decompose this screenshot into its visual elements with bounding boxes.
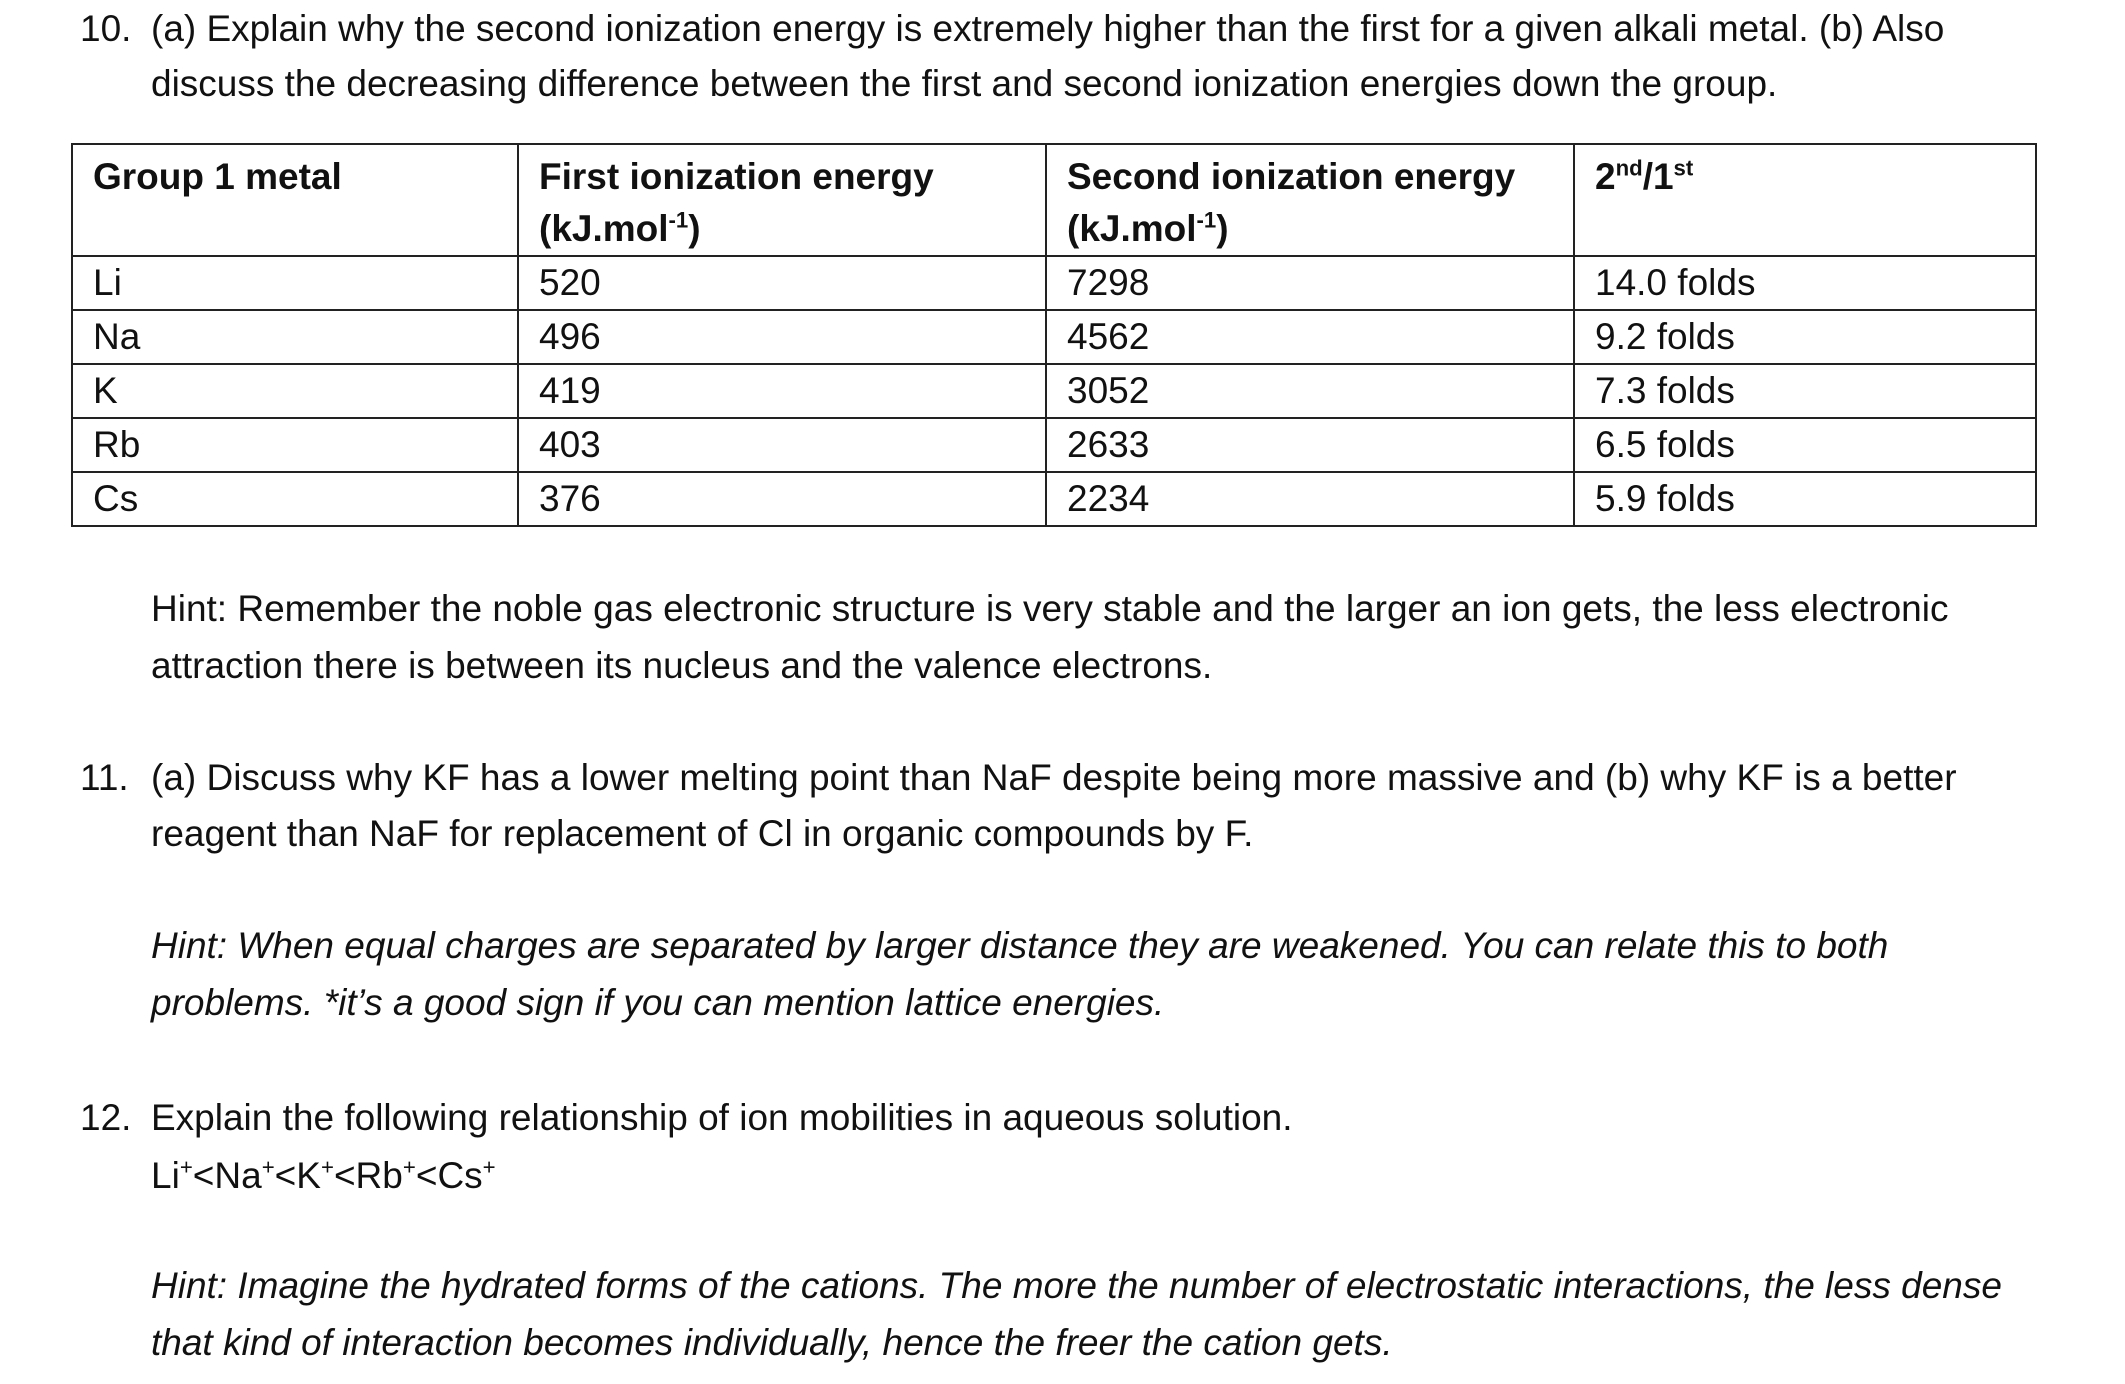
less-than-sign: <: [274, 1155, 297, 1196]
header-first-ionization-energy: [518, 144, 1046, 256]
header-second-ionization-energy: [1046, 144, 1574, 256]
ionization-energy-table: [71, 143, 2037, 527]
cell-first: 403: [518, 418, 1046, 472]
table-row: [72, 472, 2036, 526]
cell-metal: Rb: [72, 418, 518, 472]
ion-symbol: Cs: [437, 1155, 483, 1196]
hint-line-2: attraction there is between its nucleus and the valence electrons.: [151, 645, 1213, 686]
less-than-sign: <: [333, 1155, 356, 1196]
hint-12: [151, 1257, 2002, 1371]
cell-second: 3052: [1046, 364, 1574, 418]
ion-charge: +: [320, 1154, 334, 1180]
hint-10: [151, 580, 1948, 694]
cell-ratio: 5.9 folds: [1574, 472, 2036, 526]
question-text-line-1: (a) Explain why the second ionization energy is extremely higher than the first for a given alkali metal. (b) Also: [151, 8, 1945, 49]
ion-charge: +: [179, 1154, 193, 1180]
question-text-line-1: (a) Discuss why KF has a lower melting point than NaF despite being more massive and (b) why KF is a better: [151, 757, 1957, 798]
ion-symbol: Li: [151, 1155, 180, 1196]
ion-charge: +: [482, 1154, 496, 1180]
cell-metal: Cs: [72, 472, 518, 526]
question-text-line-2: reagent than NaF for replacement of Cl in organic compounds by F.: [151, 813, 1254, 854]
cell-second: 7298: [1046, 256, 1574, 310]
question-text-line-1: Explain the following relationship of ion mobilities in aqueous solution.: [151, 1097, 1293, 1138]
cell-ratio: 6.5 folds: [1574, 418, 2036, 472]
cell-metal: K: [72, 364, 518, 418]
question-10: [0, 0, 2125, 114]
unit-prefix: (kJ.mol: [1067, 208, 1197, 249]
question-text-line-2: discuss the decreasing difference between the first and second ionization energies down the group.: [151, 63, 1778, 104]
cell-ratio: 9.2 folds: [1574, 310, 2036, 364]
header-group-1-metal: Group 1 metal: [72, 144, 518, 256]
cell-first: 520: [518, 256, 1046, 310]
ion-mobility-sequence: [151, 1147, 496, 1204]
ratio-second: 2: [1595, 156, 1616, 197]
header-second-label: Second ionization energy: [1067, 156, 1516, 197]
hint-line-2: that kind of interaction becomes individually, hence the freer the cation gets.: [151, 1322, 1393, 1363]
question-number: 12.: [80, 1097, 132, 1138]
unit-suffix: ): [688, 208, 701, 249]
table-row: [72, 310, 2036, 364]
less-than-sign: <: [415, 1155, 438, 1196]
ion-symbol: Rb: [355, 1155, 403, 1196]
cell-ratio: 7.3 folds: [1574, 364, 2036, 418]
table-row: [72, 418, 2036, 472]
cell-first: 496: [518, 310, 1046, 364]
ion-symbol: K: [296, 1155, 321, 1196]
question-11: [0, 749, 2125, 863]
hint-line-1: Hint: When equal charges are separated by larger distance they are weakened. You can relate this to both: [151, 925, 1889, 966]
question-number: 11.: [80, 757, 129, 798]
cell-metal: Li: [72, 256, 518, 310]
header-first-label: First ionization energy: [539, 156, 934, 197]
cell-first: 419: [518, 364, 1046, 418]
ratio-second-sup: nd: [1615, 155, 1643, 181]
header-ratio: [1574, 144, 2036, 256]
question-number: 10.: [80, 8, 132, 49]
cell-metal: Na: [72, 310, 518, 364]
hint-11: [151, 917, 1888, 1031]
hint-line-2: problems. *it’s a good sign if you can mention lattice energies.: [151, 982, 1165, 1023]
unit-exponent: -1: [668, 207, 689, 233]
cell-ratio: 14.0 folds: [1574, 256, 2036, 310]
table-header-row: [72, 144, 2036, 256]
ion-symbol: Na: [214, 1155, 262, 1196]
unit-exponent: -1: [1196, 207, 1217, 233]
hint-line-1: Hint: Imagine the hydrated forms of the cations. The more the number of electrostatic interactions, the less dense: [151, 1265, 2002, 1306]
unit-suffix: ): [1216, 208, 1229, 249]
table-row: [72, 256, 2036, 310]
less-than-sign: <: [192, 1155, 215, 1196]
ion-charge: +: [261, 1154, 275, 1180]
ratio-first: /1: [1642, 156, 1674, 197]
cell-second: 2234: [1046, 472, 1574, 526]
cell-first: 376: [518, 472, 1046, 526]
unit-prefix: (kJ.mol: [539, 208, 669, 249]
question-12: [0, 1089, 2125, 1146]
table-row: [72, 364, 2036, 418]
ratio-first-sup: st: [1673, 155, 1694, 181]
ion-charge: +: [402, 1154, 416, 1180]
cell-second: 2633: [1046, 418, 1574, 472]
cell-second: 4562: [1046, 310, 1574, 364]
hint-line-1: Hint: Remember the noble gas electronic structure is very stable and the larger an ion gets, the less electronic: [151, 588, 1949, 629]
